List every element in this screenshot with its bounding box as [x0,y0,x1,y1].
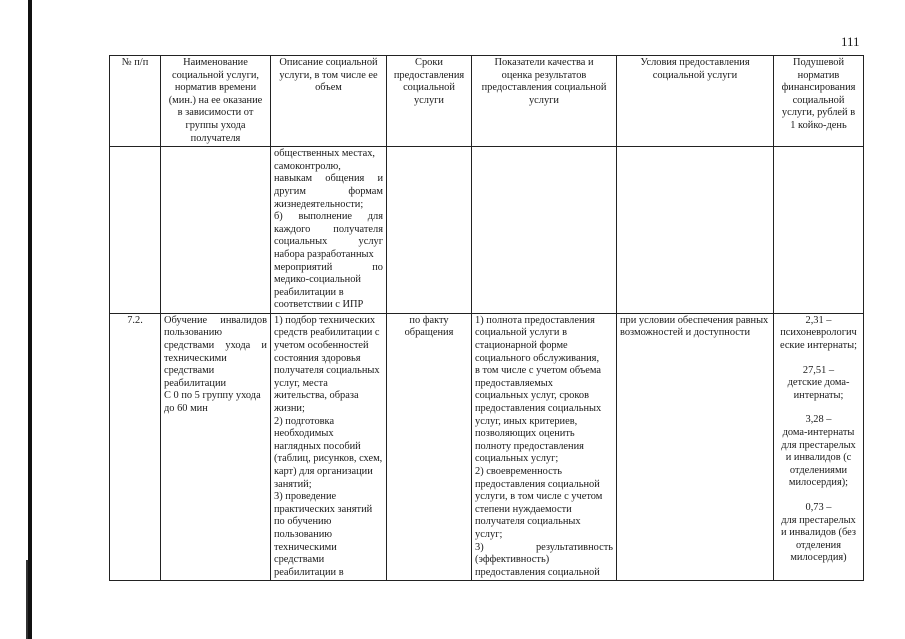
quality-text-line: социального обслуживания, [475,352,600,364]
cell-conditions [617,147,774,314]
financing-text-line: и инвалидов (без [781,527,856,539]
cell-quality [472,147,617,314]
description-text-line: 1) подбор технических [274,314,376,326]
financing-text-line: отделения [795,539,842,551]
cell-quality [472,313,617,580]
header-financing [774,56,864,147]
description-text-line: навыкам общения и [274,173,383,185]
header-text-line: (мин.) на ее оказание [168,94,263,106]
header-terms [387,56,472,147]
header-text-line: предоставления социальной [481,82,607,94]
conditions-text-line: при условии обеспечения равных [620,314,769,326]
description-text-line: жизни; [274,403,305,415]
service-name-text-line: техническими [164,352,227,364]
header-service-name [161,56,271,147]
financing-text-line: дома-интернаты [782,427,855,439]
description-text-line: общественных местах, [274,148,375,160]
header-text-line: социальной услуги [652,69,738,81]
header-text-line: Наименование [183,57,248,68]
conditions-text-line: возможностей и доступности [620,327,751,339]
description-text-line: состояния здоровья [274,352,361,364]
description-text-line: по обучению [274,516,332,528]
financing-value: 0,73 – [805,502,832,513]
financing-value: 3,28 – [805,414,832,426]
cell-financing [774,313,864,580]
row-number: 7.2. [127,314,143,326]
financing-value: 2,31 – [805,314,832,326]
cell-service-name [161,147,271,314]
description-text-line: средствами [274,554,325,566]
header-text-line: социальной [403,82,455,94]
financing-text-line: интернаты; [793,389,844,401]
terms-text-line: обращения [404,327,454,339]
financing-text-line: детские дома- [787,377,850,389]
description-text-line: другим формам [274,185,383,197]
financing-text-line: милосердия); [788,477,849,489]
table-row-continuation [110,147,864,314]
description-text-line: жительства, образа [274,390,359,402]
description-text-line: самоконтролю, [274,160,341,172]
service-name-text-line: реабилитации [164,377,227,389]
description-text-line: 3) проведение [274,491,337,503]
service-name-text-line: до 60 мин [164,403,208,415]
financing-text-line: еские интернаты; [779,340,858,352]
header-quality [472,56,617,147]
terms-text-line: по факту [409,314,449,326]
page-number: 111 [841,34,860,49]
financing-text-line: отделениями [789,464,848,476]
header-text-line: 1 койко-день [790,119,847,131]
financing-gap [777,402,860,414]
cell-description [271,313,387,580]
description-text-line: жизнедеятельности; [274,198,364,210]
header-text-line: Условия предоставления [640,57,750,68]
service-name-text-line: средствами [164,365,215,377]
description-text-line: (таблиц, рисунков, схем, [274,453,383,465]
header-text-line: услуги, в том числе ее [279,69,378,81]
description-text-line: мероприятий по [274,261,383,273]
quality-text-line: услуги, в том числе с учетом [475,491,603,503]
header-text-line: финансирования [781,82,856,94]
header-text-line: Описание социальной [279,57,378,68]
service-name-text-line: средствами ухода и [164,340,267,352]
header-text-line: объем [315,82,342,94]
scan-binding-edge [28,0,32,639]
description-text-line: получателя социальных [274,365,380,377]
description-text-line: услуг, места [274,377,328,389]
financing-gap [777,353,860,365]
financing-text-line: и инвалидов (с [785,452,852,464]
header-text-line: № п/п [121,57,149,68]
financing-text-line: для престарелых [781,514,856,526]
cell-service-name [161,313,271,580]
services-table [109,55,864,581]
quality-text-line: услуг, иных критериев, [475,415,578,427]
description-text-line: социальных услуг [274,236,383,248]
header-text-line: предоставления [393,69,465,81]
quality-text-line: полноту предоставления [475,440,584,452]
table-header-row [110,56,864,147]
financing-text-line: для престарелых [781,439,856,451]
quality-text-line: социальных услуг, сроков [475,390,589,402]
header-text-line: оценка результатов [501,69,587,81]
cell-description [271,147,387,314]
cell-financing [774,147,864,314]
description-text-line: наглядных пособий [274,440,361,452]
quality-text-line: предоставления социальной [475,566,600,578]
scan-binding-edge-lower [26,560,28,639]
financing-text-line: психоневрологич [780,327,857,339]
description-text-line: учетом особенностей [274,340,369,352]
description-text-line: занятий; [274,478,312,490]
header-text-line: Подушевой [792,57,845,68]
description-text-line: практических занятий [274,503,373,515]
table-row-7-2 [110,313,864,580]
cell-terms [387,147,472,314]
description-text-line: соответствии с ИПР [274,299,364,311]
quality-text-line: услуг; [475,528,503,540]
header-text-line: услуги [413,94,444,106]
quality-text-line: предоставления социальных [475,403,602,415]
description-text-line: пользованию [274,528,333,540]
description-text-line: средств реабилитации с [274,327,380,339]
description-text-line: 2) подготовка [274,415,335,427]
header-text-line: социальной услуги, [171,69,260,81]
header-conditions [617,56,774,147]
quality-text-line: степени нуждаемости [475,503,572,515]
quality-text-line: социальной услуги в [475,327,567,339]
quality-text-line: 2) своевременность [475,466,563,477]
quality-text-line: стационарной форме [475,340,568,352]
quality-text-line: в том числе с учетом объема [475,365,602,377]
description-text-line: каждого получателя [274,223,383,235]
header-number [110,56,161,147]
header-text-line: получателя [190,132,241,144]
cell-terms [387,313,472,580]
description-text-line: необходимых [274,428,334,440]
header-text-line: Показатели качества и [494,57,594,68]
header-text-line: услуги, рублей в [781,107,856,119]
cell-number [110,147,161,314]
quality-text-line: предоставляемых [475,377,553,389]
header-text-line: социальной [792,94,845,106]
quality-text-line: 3) результативность [475,541,613,553]
header-text-line: норматив [797,69,840,81]
quality-text-line: 1) полнота предоставления [475,314,595,326]
service-name-text-line: Обучение инвалидов [164,314,267,326]
cell-conditions [617,313,774,580]
description-text-line: медико-социальной [274,274,361,286]
financing-gap [777,490,860,502]
service-name-text-line: пользованию [164,327,223,339]
description-text-line: карт) для организации [274,466,373,477]
header-text-line: Сроки [415,57,443,68]
financing-value: 27,51 – [802,364,835,376]
cell-number [110,313,161,580]
description-text-line: б) выполнение для [274,211,383,223]
description-text-line: техническими [274,541,337,553]
quality-text-line: (эффективность) [475,554,550,566]
header-text-line: в зависимости от [177,107,254,119]
quality-text-line: позволяющих оценить [475,428,575,440]
quality-text-line: предоставления социальной [475,478,600,490]
description-text-line: реабилитации в [274,566,344,578]
header-text-line: услуги [528,94,559,106]
quality-text-line: социальных услуг; [475,453,559,465]
quality-text-line: получателя социальных [475,516,581,528]
financing-text-line: милосердия) [790,552,847,564]
header-text-line: норматив времени [174,82,257,94]
service-name-text-line: С 0 по 5 группу ухода [164,390,261,402]
header-text-line: группы ухода [185,119,246,131]
header-description [271,56,387,147]
description-text-line: реабилитации в [274,286,344,298]
description-text-line: набора разработанных [274,248,374,260]
